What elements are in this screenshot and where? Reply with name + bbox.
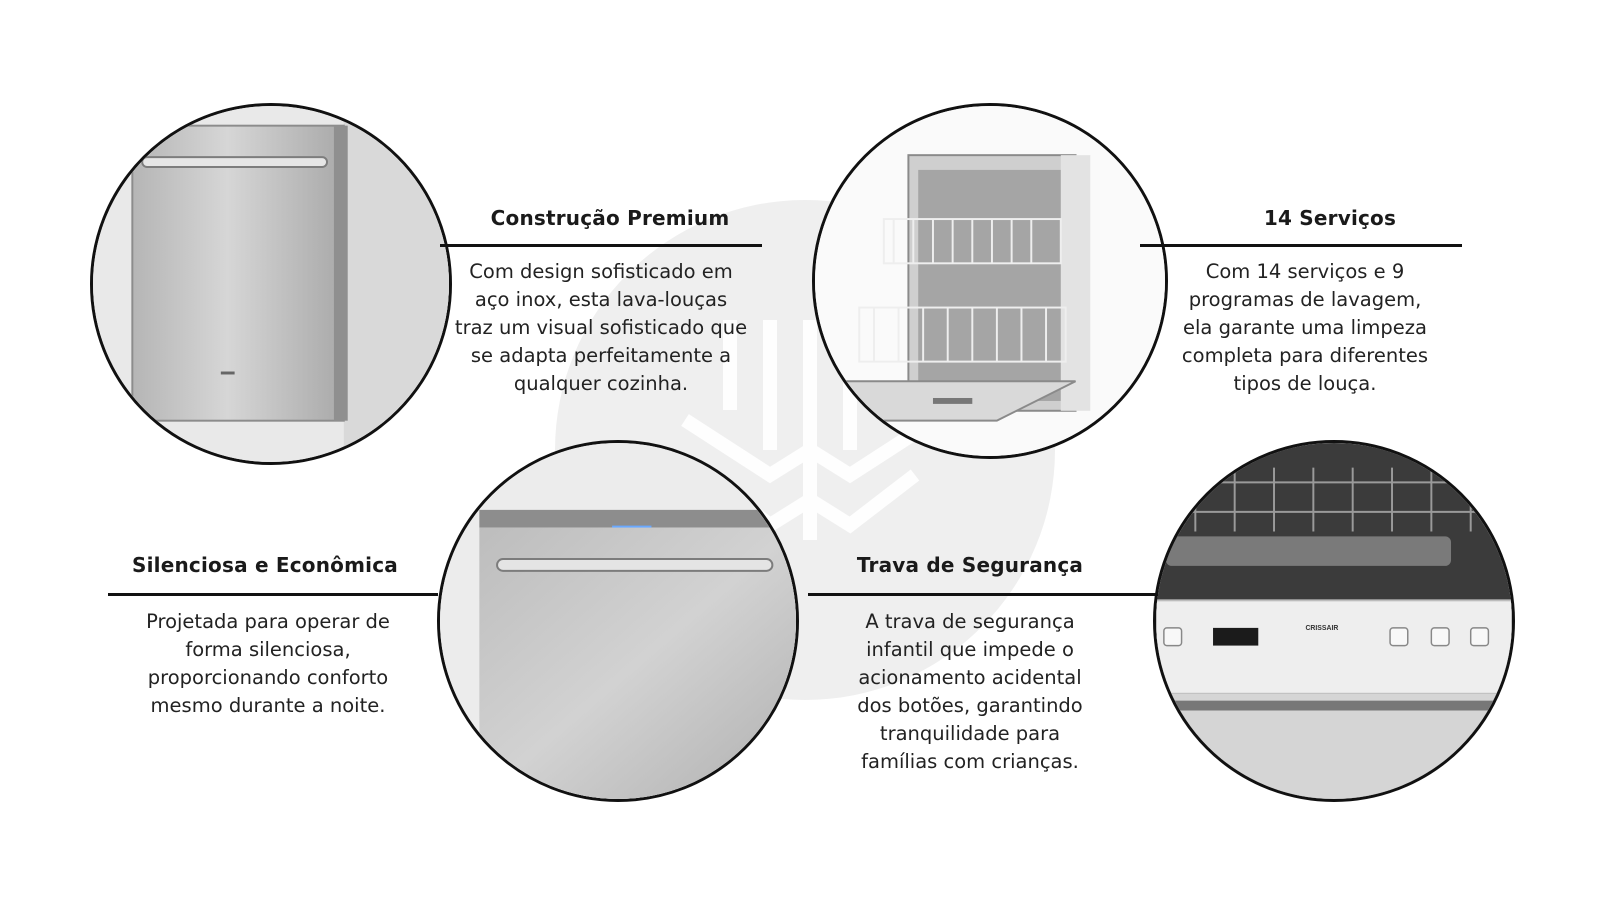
feature-divider [440,244,762,247]
feature-divider [808,593,1158,596]
front-panel-image [437,440,799,802]
door-closeup-image [90,103,452,465]
feature-divider [1140,244,1462,247]
feature-description: Projetada para operar de forma silenciosa, proporcionando conforto mesmo durante a noite. [146,610,390,717]
brand-label: CRISSAIR [1305,624,1339,632]
feature-title: Construção Premium [490,206,730,230]
feature-description: A trava de segurança infantil que impede o acionamento acidental dos botões, garantindo tranquilidade para famílias com crianças. [857,610,1083,773]
feature-title: Silenciosa e Econômica [132,553,398,577]
feature-description: Com 14 serviços e 9 programas de lavagem, ela garante uma limpeza completa para diferentes tipos de louça. [1181,260,1429,395]
control-panel-image [1153,440,1515,802]
feature-title: Trava de Segurança [856,553,1084,577]
feature-divider [108,593,438,596]
feature-title: 14 Serviços [1263,206,1397,230]
feature-description: Com design sofisticado em aço inox, esta lava-louças traz um visual sofisticado que se adapta perfeitamente a qualquer cozinha. [454,260,748,395]
open-dishwasher-image [812,103,1168,459]
